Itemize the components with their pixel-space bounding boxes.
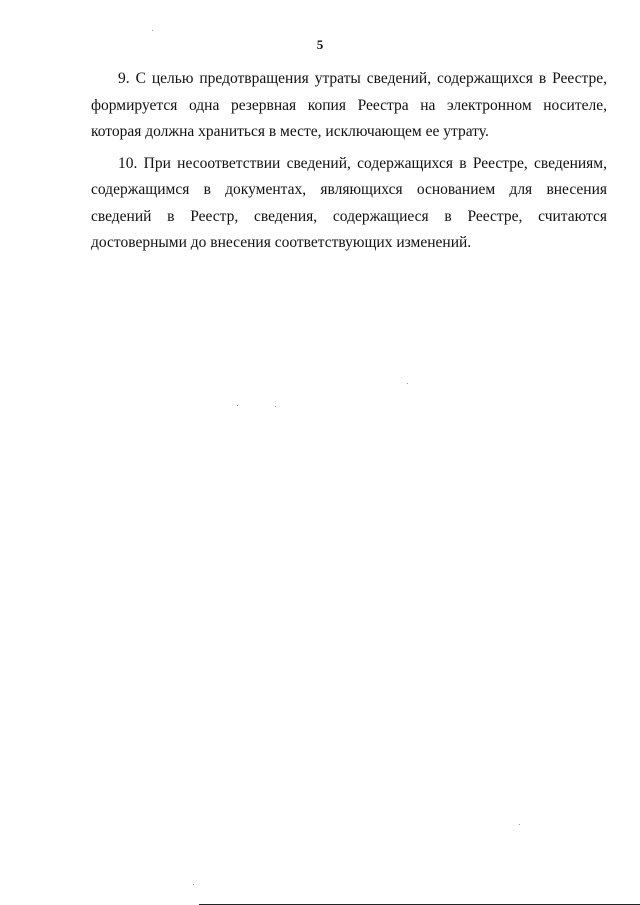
scan-speck bbox=[152, 30, 153, 31]
scan-speck bbox=[275, 406, 276, 407]
scan-speck bbox=[407, 383, 408, 384]
scan-speck bbox=[519, 824, 520, 825]
document-body bbox=[91, 66, 607, 262]
page-number: 5 bbox=[316, 37, 324, 52]
scan-speck bbox=[193, 884, 194, 885]
paragraph-10: 10. При несоответствии сведений, содержащихся в Реестре, сведениям, содержащимся в документах, являющихся основанием для внесения сведений в Реестр, сведения, содержащиеся в Реестре, считаются достоверными до внесения соответствующих изменений. bbox=[91, 154, 607, 251]
paragraph-9: 9. С целью предотвращения утраты сведений, содержащихся в Реестре, формируется одна резервная копия Реестра на электронном носителе, которая должна храниться в месте, исключающем ее утрату. bbox=[91, 70, 607, 140]
scan-speck bbox=[237, 405, 238, 406]
